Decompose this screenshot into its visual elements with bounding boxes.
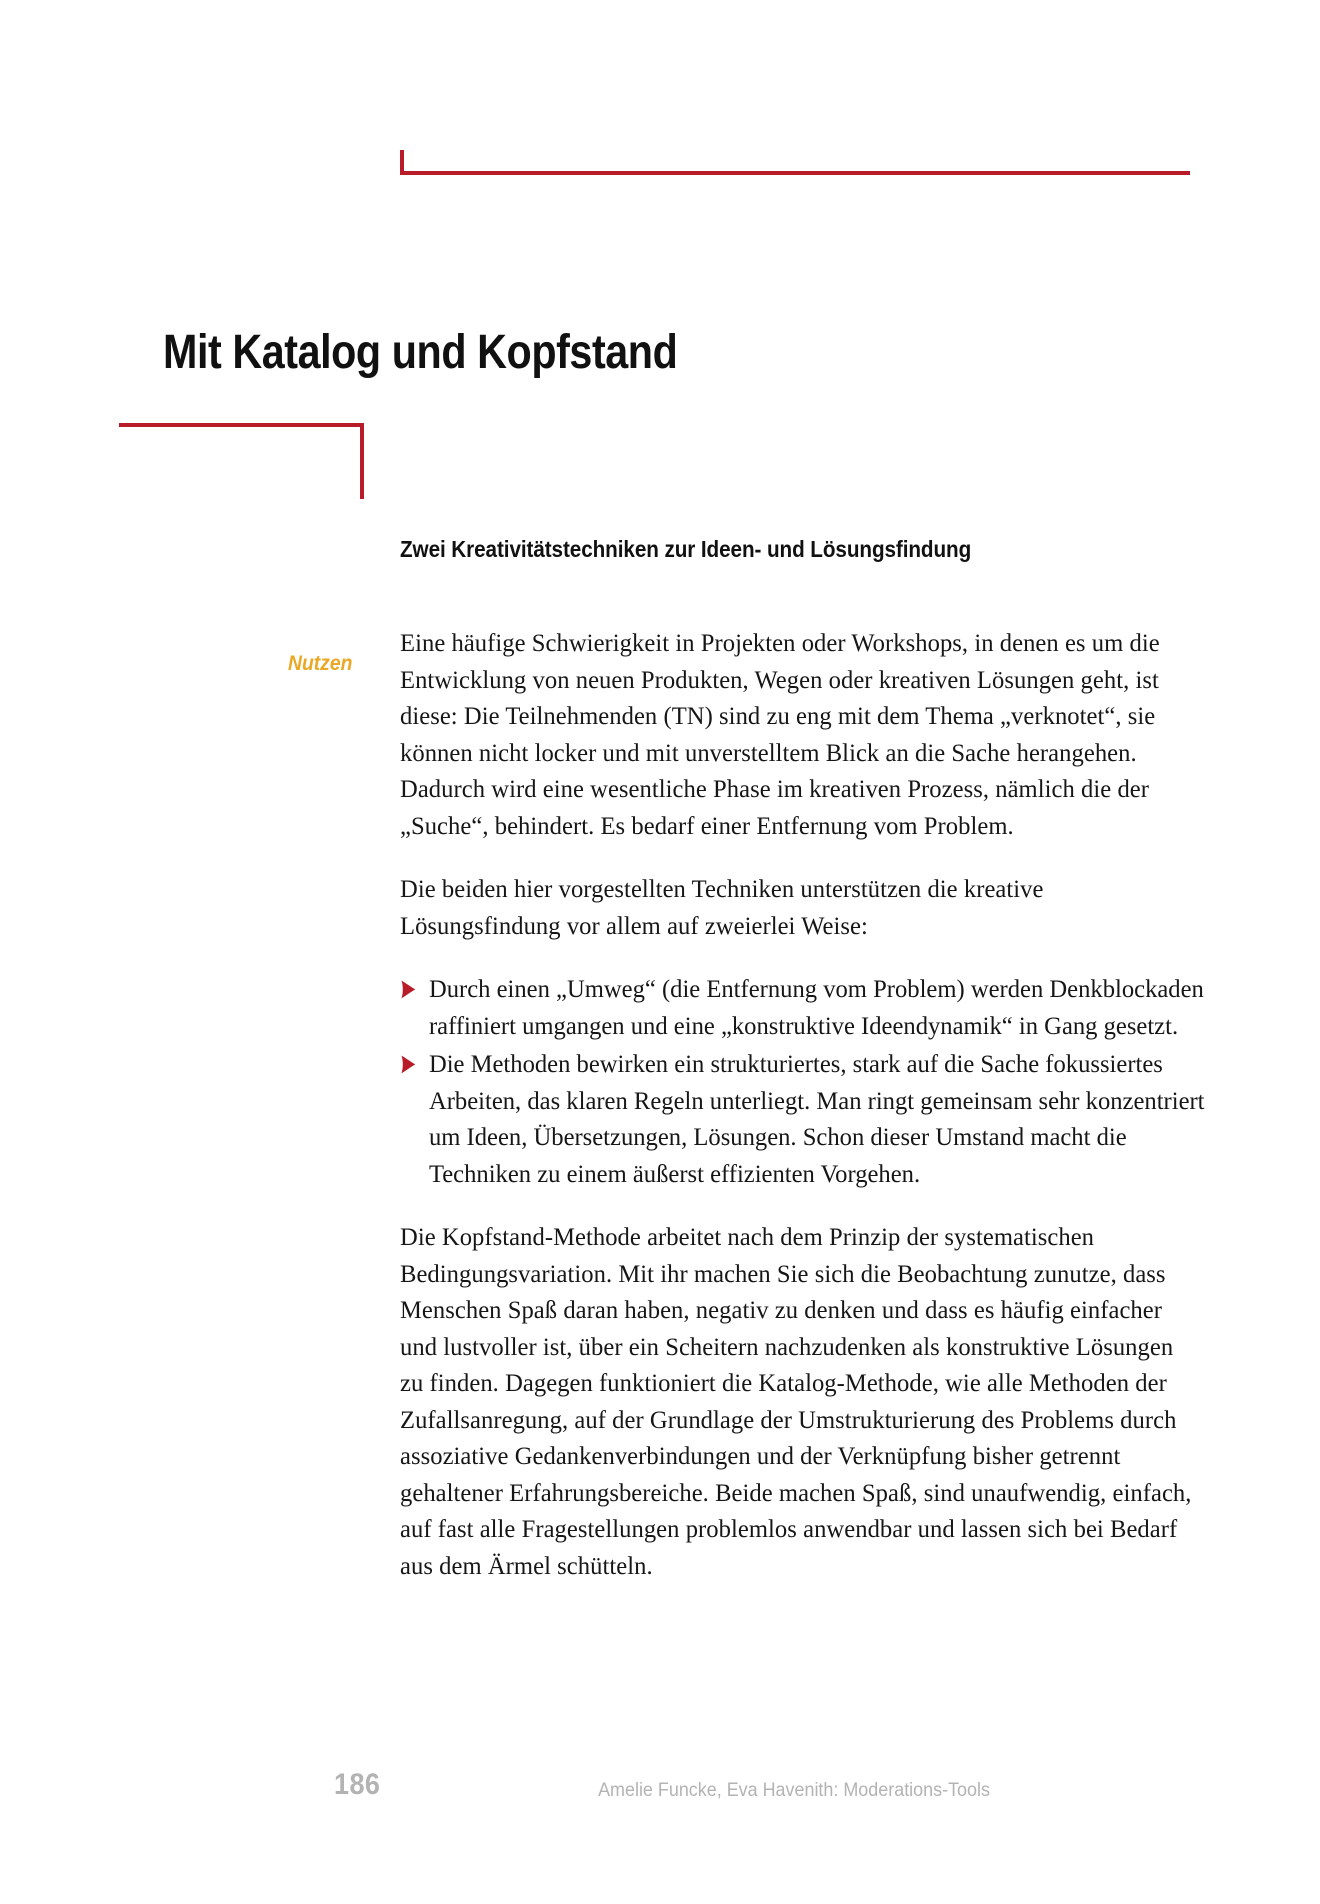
left-rule-vertical-segment [360,423,364,499]
benefits-bullet-list [400,971,1205,1192]
left-rule-horizontal-segment [119,423,364,427]
body-paragraph-3: Die Kopfstand-Methode arbeitet nach dem Prinzip der systematischen Bedingungsvariation. Mit ihr machen Sie sich die Beobachtung zunutze, dass Menschen Spaß daran haben, negativ zu denken und dass es häufig einfacher und lustvoller ist, über ein Scheitern nachzudenken als konstruktive Lösungen zu finden. Dagegen funktioniert die Katalog-Methode, wie alle Methoden der Zufallsanregung, auf der Grundlage der Umstrukturierung des Problems durch assoziative Gedankenverbindungen und der Verknüpfung bisher getrennt gehaltener Erfahrungsbereiche. Beide machen Spaß, sind unaufwendig, einfach, auf fast alle Fragestellungen problemlos anwendbar und lassen sich bei Bedarf aus dem Ärmel schütteln. [400,1222,1192,1580]
page-title: Mit Katalog und Kopfstand [163,326,678,380]
margin-note-nutzen: Nutzen [288,652,353,675]
footer-page-number: 186 [334,1768,381,1801]
main-content-column [400,536,1205,1584]
list-item-label: Die Methoden bewirken ein strukturiertes, stark auf die Sache fokussiertes Arbeiten, das klaren Regeln unterliegt. Man ringt gemeinsam sehr konzentriert um Ideen, Übersetzungen, Lösungen. Schon dieser Umstand macht die Techniken zu einem äußerst effizienten Vorgehen. [428,1049,1205,1188]
footer-credit: Amelie Funcke, Eva Havenith: Moderations-Tools [598,1779,990,1801]
red-triangle-bullet-icon [400,980,416,999]
list-item [400,1046,1230,1192]
top-rule-horizontal-segment [400,171,1190,175]
list-item-label: Durch einen „Umweg“ (die Entfernung vom Problem) werden Denkblockaden raffiniert umgangen und eine „konstruktive Ideendynamik“ in Gang gesetzt. [428,974,1204,1040]
body-paragraph-1: Eine häufige Schwierigkeit in Projekten oder Workshops, in denen es um die Entwicklung von neuen Produkten, Wegen oder kreativen Lösungen geht, ist diese: Die Teilnehmenden (TN) sind zu eng mit dem Thema „verknotet“, sie können nicht locker und mit unverstelltem Blick an die Sache herangehen. Dadurch wird eine wesentliche Phase im kreativen Prozess, nämlich die der „Suche“, behindert. Es bedarf einer Entfernung vom Problem. [400,628,1160,840]
body-paragraph-2: Die beiden hier vorgestellten Techniken unterstützen die kreative Lösungsfindung vor allem auf zweierlei Weise: [400,874,1044,940]
section-subheading: Zwei Kreativitätstechniken zur Ideen- und Lösungsfindung [400,536,972,562]
list-item [400,971,1230,1044]
red-triangle-bullet-icon [400,1055,416,1074]
